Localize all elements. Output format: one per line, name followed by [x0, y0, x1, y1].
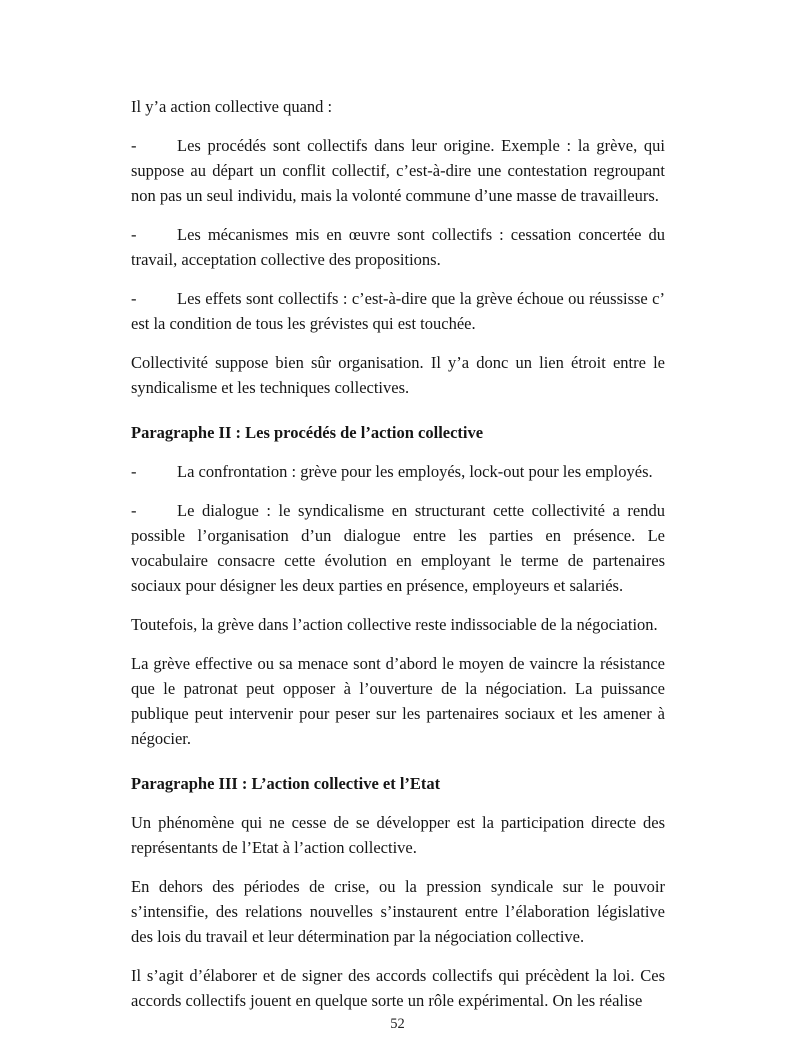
bullet-text: Les mécanismes mis en œuvre sont collectifs : cessation concertée du travail, acceptation collective des propositions. — [131, 225, 665, 269]
bullet-text: Les effets sont collectifs : c’est-à-dire que la grève échoue ou réussisse c’ est la condition de tous les grévistes qui est touchée. — [131, 289, 665, 333]
heading-paragraphe-2: Paragraphe II : Les procédés de l’action collective — [131, 423, 484, 442]
page-footer — [0, 1016, 795, 1033]
bullet-marker: - — [131, 462, 137, 481]
bullet-text: Les procédés sont collectifs dans leur origine. Exemple : la grève, qui suppose au départ un conflit collectif, c’est-à-dire une contestation regroupant non pas un seul individu, mais la volonté commune d’une masse de travailleurs. — [131, 136, 665, 205]
bullet-marker: - — [131, 225, 137, 244]
bullet-marker: - — [131, 289, 137, 308]
page-number: 52 — [390, 1016, 405, 1032]
paragraph-en-dehors: En dehors des périodes de crise, ou la pression syndicale sur le pouvoir s’intensifie, des relations nouvelles s’instaurent entre l’élaboration législative des lois du travail et leur détermination par la négociation collective. — [131, 877, 665, 946]
bullet-text: La confrontation : grève pour les employés, lock-out pour les employés. — [177, 462, 653, 481]
heading-paragraphe-3: Paragraphe III : L’action collective et l’Etat — [131, 774, 441, 793]
bullet-item-dialogue — [131, 498, 665, 598]
bullet-text: Le dialogue : le syndicalisme en structurant cette collectivité a rendu possible l’organisation d’un dialogue entre les parties en présence. Le vocabulaire consacre cette évolution en employant le terme de partenaires sociaux pour désigner les deux parties en présence, employeurs et salariés. — [131, 501, 665, 595]
bullet-marker: - — [131, 501, 137, 520]
intro-paragraph: Il y’a action collective quand : — [131, 97, 333, 116]
bullet-item-confrontation — [131, 459, 665, 484]
paragraph-collectivite: Collectivité suppose bien sûr organisation. Il y’a donc un lien étroit entre le syndicalisme et les techniques collectives. — [131, 353, 665, 397]
bullet-item-effets — [131, 286, 665, 336]
bullet-marker: - — [131, 136, 137, 155]
paragraph-toutefois: Toutefois, la grève dans l’action collective reste indissociable de la négociation. — [131, 615, 658, 634]
document-content — [131, 94, 665, 1027]
bullet-item-mecanismes — [131, 222, 665, 272]
paragraph-greve-effective: La grève effective ou sa menace sont d’abord le moyen de vaincre la résistance que le patronat peut opposer à l’ouverture de la négociation. La puissance publique peut intervenir pour peser sur les partenaires sociaux et les amener à négocier. — [131, 654, 665, 748]
bullet-item-procedes — [131, 133, 665, 208]
paragraph-phenomene: Un phénomène qui ne cesse de se développer est la participation directe des représentants de l’Etat à l’action collective. — [131, 813, 665, 857]
paragraph-accords: Il s’agit d’élaborer et de signer des accords collectifs qui précèdent la loi. Ces accords collectifs jouent en quelque sorte un rôle expérimental. On les réalise — [131, 966, 665, 1010]
